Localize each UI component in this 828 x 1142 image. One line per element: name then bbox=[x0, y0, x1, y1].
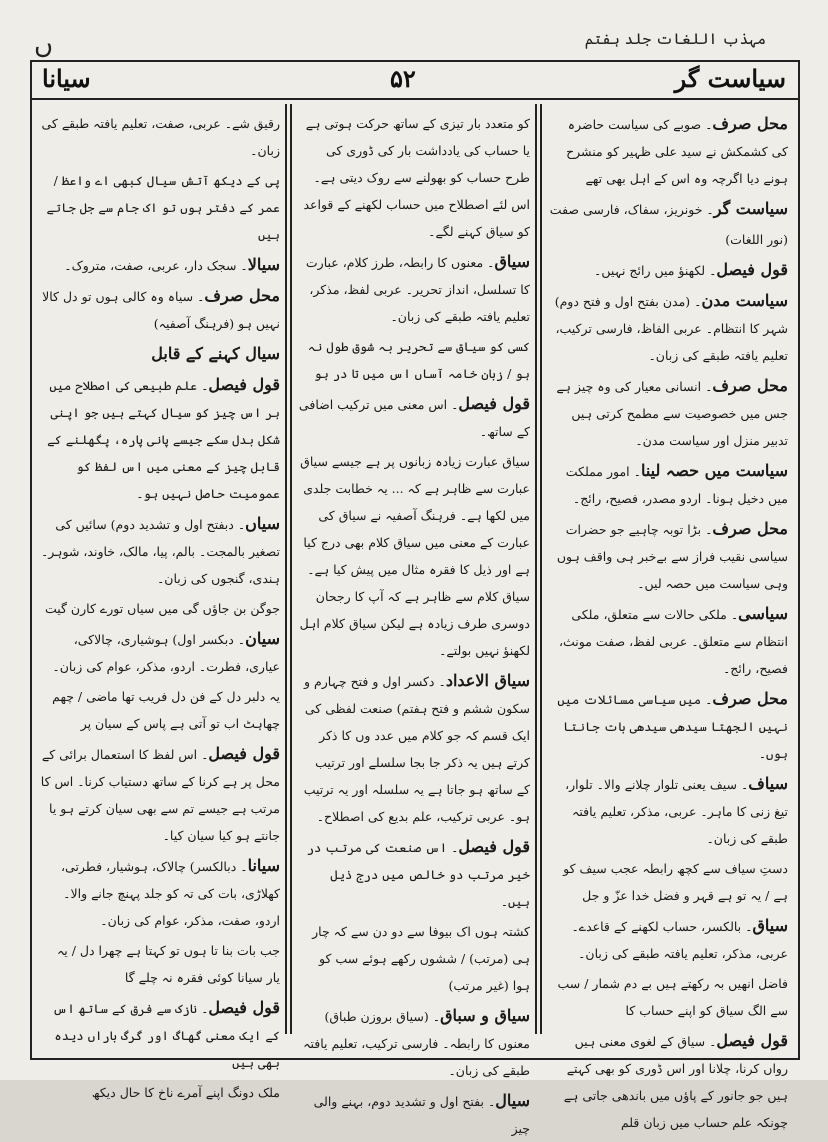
entry-headword: محل صرف bbox=[204, 286, 280, 305]
entry-headword: سیال کہنے کے قابل bbox=[151, 344, 280, 363]
entry-text: ۔ دبفتح اول و تشدید دوم) سائیں کی تصغیر بالمجت۔ بالم، پیا، مالک، خاوند، شوہر۔ ہندی، گنجوں کی زبان۔ bbox=[40, 517, 280, 586]
dictionary-entry bbox=[40, 510, 280, 592]
entry-headword: قول فیصل bbox=[716, 260, 788, 279]
dictionary-entry bbox=[548, 287, 788, 369]
entry-text: ۔ دبالکسر) چالاک، ہوشیار، فطرتی، کھلاڑی، بات کی تہ کو جلد پہنچ جانے والا۔ اردو، صفت، مذکر، عوام کی زبان۔ bbox=[61, 859, 280, 928]
entry-text: ۔ انسانی معیار کی وہ چیز ہے جس میں خصوصیت سے مطمح کرتی ہیں تدبیر منزل اور سیاست مدن۔ bbox=[556, 379, 788, 448]
dictionary-entry bbox=[40, 937, 280, 991]
entry-text: ۔ میں سیاسی مسائلات میں نہیں الجھتا سیدھی سیدھی بات جانتا ہوں۔ bbox=[557, 692, 788, 761]
entry-text: رقیق شے۔ عربی، صفت، تعلیم یافتہ طبقے کی زبان۔ bbox=[41, 116, 280, 158]
entry-headword: سیاف bbox=[748, 774, 788, 793]
entry-text: جوگن بن جاؤں گی میں سیاں تورے کارن گیت bbox=[44, 601, 280, 616]
middle-column bbox=[298, 110, 530, 1136]
entry-headword: سیاسی bbox=[738, 604, 788, 623]
entry-headword: محل صرف bbox=[712, 114, 788, 133]
dictionary-entry bbox=[298, 833, 530, 915]
entry-text: ۔ اس لفظ کا استعمال برائی کے محل پر ہے کرنا کے ساتھ دستیاب کرنا۔ اس کا مرتب ہے جیسے تم سے بھی سیان کرتے ہو یا جانتے ہو کیا سیان کیا۔ bbox=[40, 747, 280, 843]
entry-text: ۔ نازک سے فرق کے ساتھ اس کے ایک معنی گھاگ اور گرگ باراں دیدہ بھی ہیں bbox=[52, 1001, 280, 1070]
dictionary-entry bbox=[298, 248, 530, 330]
entry-headword: محل صرف bbox=[712, 376, 788, 395]
entry-text: دستِ سیاف سے کچھ رابطہ عجب سیف کو ہے / یہ تو ہے قہر و فضل خدا عزّ و جل bbox=[563, 861, 788, 903]
entry-text: سیاق عبارت زیادہ زبانوں پر ہے جیسے سیاق عبارت سے ظاہر ہے کہ ... یہ خطابت جلدی میں لکھا ہے۔ فرہنگ آصفیہ نے سیاق کی عبارت کے معنی میں سیاق کلام بھی درج کیا ہے اور ذیل کا فقرہ مثال میں پیش کیا ہے۔ سیاق کلام سے ظاہر ہے کہ آپ کا رجحان دوسری طرف زیادہ ہے لیکن سیاق کلام اہل لکھنؤ نہیں بولتے۔ bbox=[299, 454, 530, 658]
entry-text: ۔ دکسر اول و فتح چہارم و سکون ششم و فتح ہفتم) صنعت لفظی کی ایک قسم کہ جو کلام میں عدد وں کا ذکر کرتے ہیں یہ ذکر جا بجا سلسلے اور ترتیب کے ساتھ ہو جاتا ہے یہ سلسلہ اور یہ ترتیب ہو۔ عربی ترکیب، علم بدیع کی اصطلاح۔ bbox=[303, 674, 530, 824]
entry-headword: قول فیصل bbox=[208, 375, 280, 394]
dictionary-entry bbox=[548, 457, 788, 512]
entry-text: ۔ علم طبیعی کی اصطلاح میں ہر اس چیز کو سیال کہتے ہیں جو اپنی شکل بدل سکے جیسے پانی پارہ، پگھلنے کے قابل چیز کے معنی میں اس لفظ کو عمومیت حاصل نہیں ہو۔ bbox=[47, 378, 280, 501]
dictionary-entry bbox=[298, 333, 530, 387]
entry-text: ۔ دبکسر اول) ہوشیاری، چالاکی، عیاری، فطرت۔ اردو، مذکر، عوام کی زبان۔ bbox=[52, 632, 280, 674]
entry-text: یہ دلبر دل کے فن دل فریب تھا ماضی / چھم چھاہٹ اب تو آتی ہے پاس کے سیان پر bbox=[52, 689, 280, 731]
entry-headword: سیالا bbox=[247, 255, 280, 274]
right-column bbox=[548, 110, 788, 1130]
entry-headword: قول فیصل bbox=[716, 1031, 788, 1050]
entry-text: (نور اللغات) bbox=[725, 232, 788, 247]
entry-text: ۔ اس معنی میں ترکیب اضافی کے ساتھ۔ bbox=[298, 397, 530, 439]
entry-text: جب بات بنا تا ہوں تو کہتا ہے چھرا دل / یہ یار سیانا کوئی فقرہ نہ چلے گا bbox=[56, 943, 280, 985]
entry-headword: محل صرف bbox=[712, 689, 788, 708]
page-number: ۵۲ bbox=[390, 64, 416, 93]
entry-text: ۔ سیاہ وہ کالی ہوں تو دل کالا نہیں ہو (فرہنگ آصفیہ) bbox=[42, 289, 280, 331]
entry-text: ۔ خونریز، سفاک، فارسی صفت bbox=[549, 202, 714, 217]
entry-headword: قول فیصل bbox=[208, 744, 280, 763]
dictionary-entry bbox=[548, 372, 788, 454]
dictionary-entry bbox=[298, 390, 530, 445]
entry-headword: قول فیصل bbox=[458, 837, 530, 856]
entry-headword: سیاست گر bbox=[713, 199, 788, 218]
dictionary-entry bbox=[40, 740, 280, 849]
entry-text: کسی کو سیاق سے تحریر بہ شوق طول نہ ہو / زبان خامہ آساں اس میں تا در ہو bbox=[307, 339, 530, 381]
dictionary-entry bbox=[40, 167, 280, 248]
column-divider bbox=[535, 104, 537, 1034]
entry-text: ۔ لکھنؤ میں رائج نہیں۔ bbox=[594, 263, 717, 278]
entry-headword: سیاں bbox=[245, 514, 280, 533]
dictionary-entry bbox=[548, 256, 788, 284]
entry-headword: سیاق الاعداد bbox=[445, 671, 530, 690]
entry-text: ۔ اس صنعت کی مرتب در خیر مرتب دو خالص میں درج ذیل ہیں۔ bbox=[306, 840, 530, 909]
dictionary-entry bbox=[298, 1002, 530, 1084]
dictionary-entry bbox=[40, 595, 280, 622]
dictionary-entry bbox=[298, 667, 530, 830]
dictionary-entry bbox=[298, 448, 530, 664]
dictionary-entry bbox=[40, 340, 280, 368]
entry-headword: سیانا bbox=[247, 856, 280, 875]
dictionary-entry bbox=[548, 195, 788, 223]
dictionary-entry bbox=[548, 110, 788, 192]
dictionary-entry bbox=[40, 625, 280, 680]
entry-headword: سیاست مدن bbox=[701, 291, 788, 310]
dictionary-entry bbox=[548, 1027, 788, 1136]
entry-headword: سیان bbox=[245, 629, 280, 648]
entry-headword: قول فیصل bbox=[208, 998, 280, 1017]
column-divider bbox=[540, 104, 542, 1034]
entry-headword: سیاست میں حصہ لینا bbox=[640, 461, 788, 480]
series-title: مہذب اللغات جلد ہفتم bbox=[584, 30, 766, 48]
entry-text: فاضل انھیں بہ رکھتے ہیں بے دم شمار / سب سے الگ سیاق کو اپنے حساب کا bbox=[557, 976, 788, 1018]
dictionary-entry bbox=[40, 683, 280, 737]
column-divider bbox=[290, 104, 292, 1034]
dictionary-entry bbox=[40, 371, 280, 507]
entry-text: کشتہ ہوں اک بیوفا سے دو دن سے کہ چار ہی (مرتب) / ششوں رکھے ہوئے سب کو ہوا (غیر مرتب) bbox=[312, 924, 530, 993]
entry-text: ۔ (سیاق بروزن طباق) معنوں کا رابطہ۔ فارسی ترکیب، تعلیم یافتہ طبقے کی زبان۔ bbox=[303, 1009, 530, 1078]
entry-headword: قول فیصل bbox=[458, 394, 530, 413]
left-column bbox=[40, 110, 280, 1100]
dictionary-entry bbox=[40, 852, 280, 934]
dictionary-entry bbox=[40, 282, 280, 337]
column-divider bbox=[285, 104, 287, 1034]
dictionary-entry bbox=[40, 1079, 280, 1106]
dictionary-entry bbox=[548, 515, 788, 597]
entry-headword: محل صرف bbox=[712, 519, 788, 538]
dictionary-entry bbox=[40, 994, 280, 1076]
entry-text: ۔ امور مملکت میں دخیل ہونا۔ اردو مصدر، فصیح، رائج۔ bbox=[565, 464, 788, 506]
dictionary-entry bbox=[548, 970, 788, 1024]
entry-text: ۔ سیف یعنی تلوار چلانے والا۔ تلوار، تیغ زنی کا ماہر۔ عربی، مذکر، تعلیم یافتہ طبقے کی زبان۔ bbox=[565, 777, 788, 846]
entry-text: ملک دونگ اپنے آمرے ناخ کا حال دیکھ bbox=[91, 1085, 280, 1100]
dictionary-entry bbox=[40, 110, 280, 164]
entry-text: ۔ بڑا توبہ چاہیے جو حضرات سیاسی نقیب فراز سے بےخبر ہی واقف ہوں وہی سیاست میں حصہ لیں۔ bbox=[556, 522, 788, 591]
dictionary-entry bbox=[548, 855, 788, 909]
right-running-headword: سیاست گر bbox=[674, 64, 786, 93]
dictionary-entry bbox=[298, 918, 530, 999]
dictionary-entry bbox=[548, 912, 788, 967]
entry-headword: سیال bbox=[495, 1091, 530, 1110]
entry-headword: سیاق و سباق bbox=[440, 1006, 530, 1025]
corner-mark: ں bbox=[34, 30, 54, 60]
dictionary-entry bbox=[298, 110, 530, 245]
entry-text: ۔ بالکسر، حساب لکھنے کے قاعدے۔ عربی، مذکر، تعلیم یافتہ طبقے کی زبان۔ bbox=[571, 919, 788, 961]
entry-text: ۔ سجک دار، عربی، صفت، متروک۔ bbox=[64, 258, 248, 273]
dictionary-entry bbox=[548, 770, 788, 852]
entry-text: ۔ معنوں کا رابطہ، طرز کلام، عبارت کا تسلسل، انداز تحریر۔ عربی لفظ، مذکر، تعلیم یافتہ طبقے کی زبان۔ bbox=[305, 255, 530, 324]
left-running-headword: سیانا bbox=[42, 64, 91, 93]
entry-headword: سیاق bbox=[752, 916, 788, 935]
entry-text: ۔ سیاق کے لغوی معنی ہیں رواں کرنا، چلانا اور اس ڈوری کو بھی کہتے ہیں جو جانور کے پاؤں میں باندھی جاتی ہے چونکہ علم حساب میں زبان قلم bbox=[563, 1034, 788, 1130]
dictionary-entry bbox=[40, 251, 280, 279]
entry-text: پی کے دیکھ آتش سیال کبھی اے واعظ / عمر کے دفتر ہوں تو اک جام سے جل جاتے ہیں bbox=[46, 173, 280, 242]
entry-text: ۔ بفتح اول و تشدید دوم، بہنے والی چیز bbox=[313, 1094, 530, 1136]
entry-text: ۔ ملکی حالات سے متعلق، ملکی انتظام سے متعلق۔ عربی لفظ، صفت مونث، فصیح، رائج۔ bbox=[559, 607, 788, 676]
dictionary-entry bbox=[298, 1087, 530, 1142]
dictionary-entry bbox=[548, 685, 788, 767]
dictionary-entry bbox=[548, 226, 788, 253]
entry-headword: سیاق bbox=[494, 252, 530, 271]
entry-text: ۔ صوبے کی سیاست حاضرہ کی کشمکش نے سید علی ظہیر کو منشرح ہونے دیا اگرچہ وہ اس کے اہل بھی تھے bbox=[566, 117, 788, 186]
entry-text: کو متعدد بار تیزی کے ساتھ حرکت ہوتی ہے یا حساب کی یادداشت بار کی ڈوری کی طرح حساب کو بھولنے سے روک دیتی ہے۔ اس لئے اصطلاح میں حساب لکھنے کے قواعد کو سیاق کہنے لگے۔ bbox=[303, 116, 530, 239]
dictionary-entry bbox=[548, 600, 788, 682]
entry-text: ۔ (مدن بفتح اول و فتح دوم) شہر کا انتظام۔ عربی الفاظ، فارسی ترکیب، تعلیم یافتہ طبقے کی زبان۔ bbox=[554, 294, 788, 363]
